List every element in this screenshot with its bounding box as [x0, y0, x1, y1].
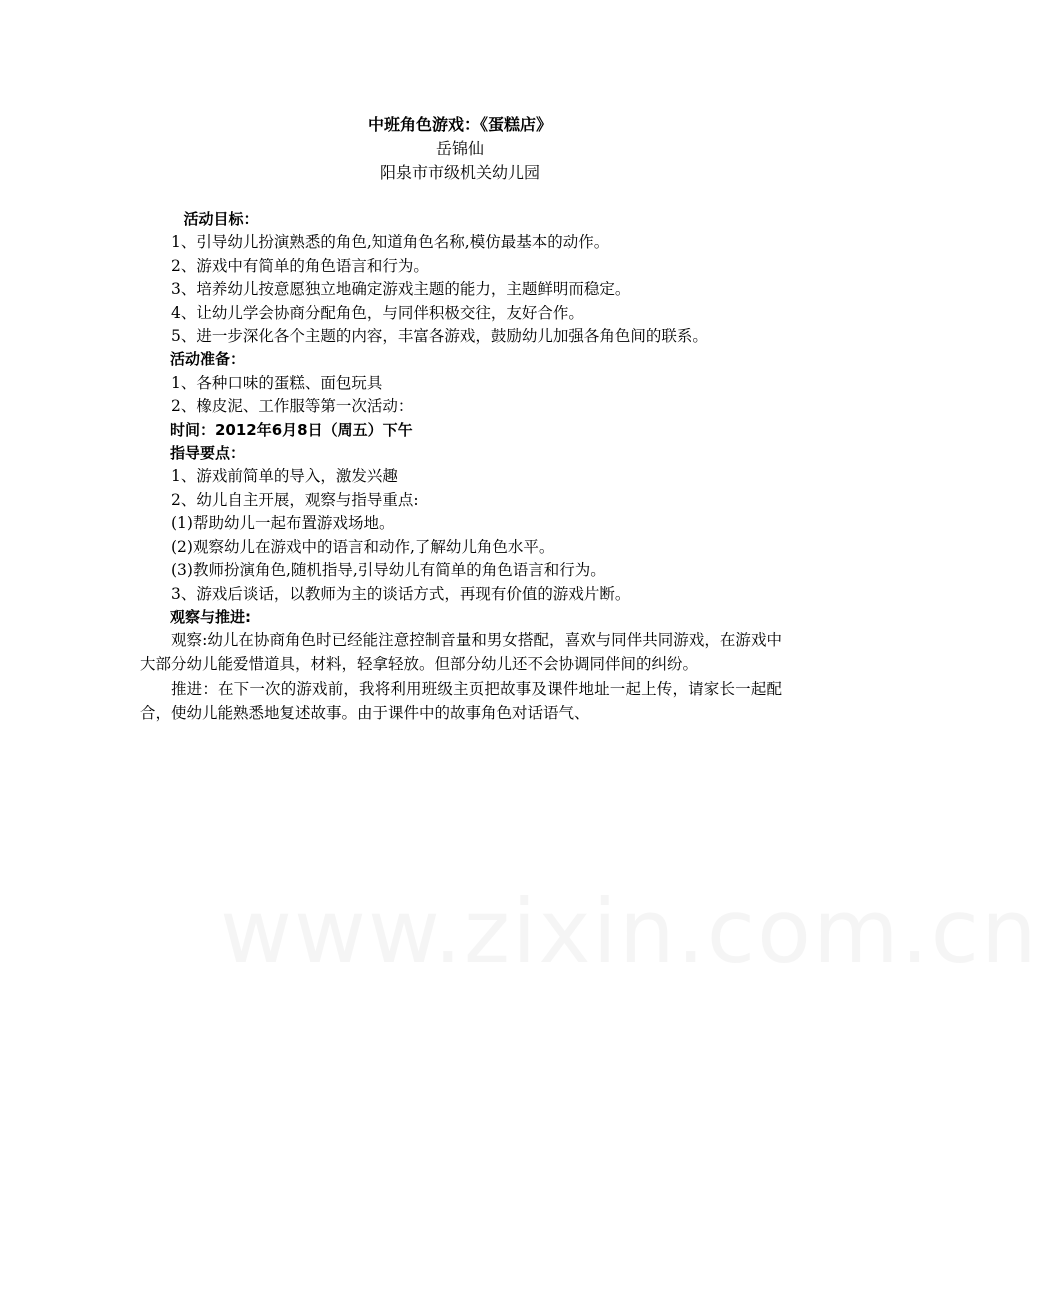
preparation-heading: 活动准备：	[170, 350, 246, 369]
goal-item: 3、培养幼儿按意愿独立地确定游戏主题的能力，主题鲜明而稳定。	[171, 280, 631, 299]
author-name: 岳锦仙	[435, 139, 484, 158]
guidance-heading: 指导要点：	[170, 444, 246, 463]
observation-heading: 观察与推进:	[170, 607, 251, 626]
activity-time: 时间：2012年6月8日（周五）下午	[170, 420, 413, 439]
guidance-item: (3)教师扮演角色,随机指导,引导幼儿有简单的角色语言和行为。	[171, 561, 606, 580]
guidance-item: 3、游戏后谈话，以教师为主的谈话方式，再现有价值的游戏片断。	[171, 584, 631, 603]
guidance-item: (2)观察幼儿在游戏中的语言和动作,了解幼儿角色水平。	[171, 537, 555, 556]
goal-item: 5、进一步深化各个主题的内容，丰富各游戏，鼓励幼儿加强各角色间的联系。	[171, 327, 708, 346]
guidance-item: 2、幼儿自主开展，观察与指导重点:	[171, 490, 419, 509]
observation-paragraph: 观察:幼儿在协商角色时已经能注意控制音量和男女搭配，喜欢与同伴共同游戏，在游戏中大部分幼儿能爱惜道具，材料，轻拿轻放。但部分幼儿还不会协调同伴间的纠纷。	[140, 631, 782, 673]
guidance-item: 1、游戏前简单的导入，激发兴趣	[171, 467, 398, 486]
preparation-item: 2、橡皮泥、工作服等第一次活动：	[171, 397, 414, 416]
goal-item: 4、让幼儿学会协商分配角色，与同伴积极交往，友好合作。	[171, 303, 584, 322]
preparation-item: 1、各种口味的蛋糕、面包玩具	[171, 373, 383, 392]
document-body	[140, 208, 782, 727]
goals-heading: 活动目标：	[183, 210, 259, 228]
school-name: 阳泉市市级机关幼儿园	[379, 163, 540, 182]
document-title: 中班角色游戏：《蛋糕店》	[367, 115, 552, 134]
advance-paragraph: 推进：在下一次的游戏前，我将利用班级主页把故事及课件地址一起上传，请家长一起配合，使幼儿能熟悉地复述故事。由于课件中的故事角色对话语气、	[140, 680, 782, 722]
goal-item: 2、游戏中有简单的角色语言和行为。	[171, 256, 429, 275]
goal-item: 1、引导幼儿扮演熟悉的角色,知道角色名称,模仿最基本的动作。	[171, 233, 610, 252]
guidance-item: (1)帮助幼儿一起布置游戏场地。	[171, 514, 395, 533]
watermark-text: www.zixin.com.cn	[220, 880, 1039, 983]
